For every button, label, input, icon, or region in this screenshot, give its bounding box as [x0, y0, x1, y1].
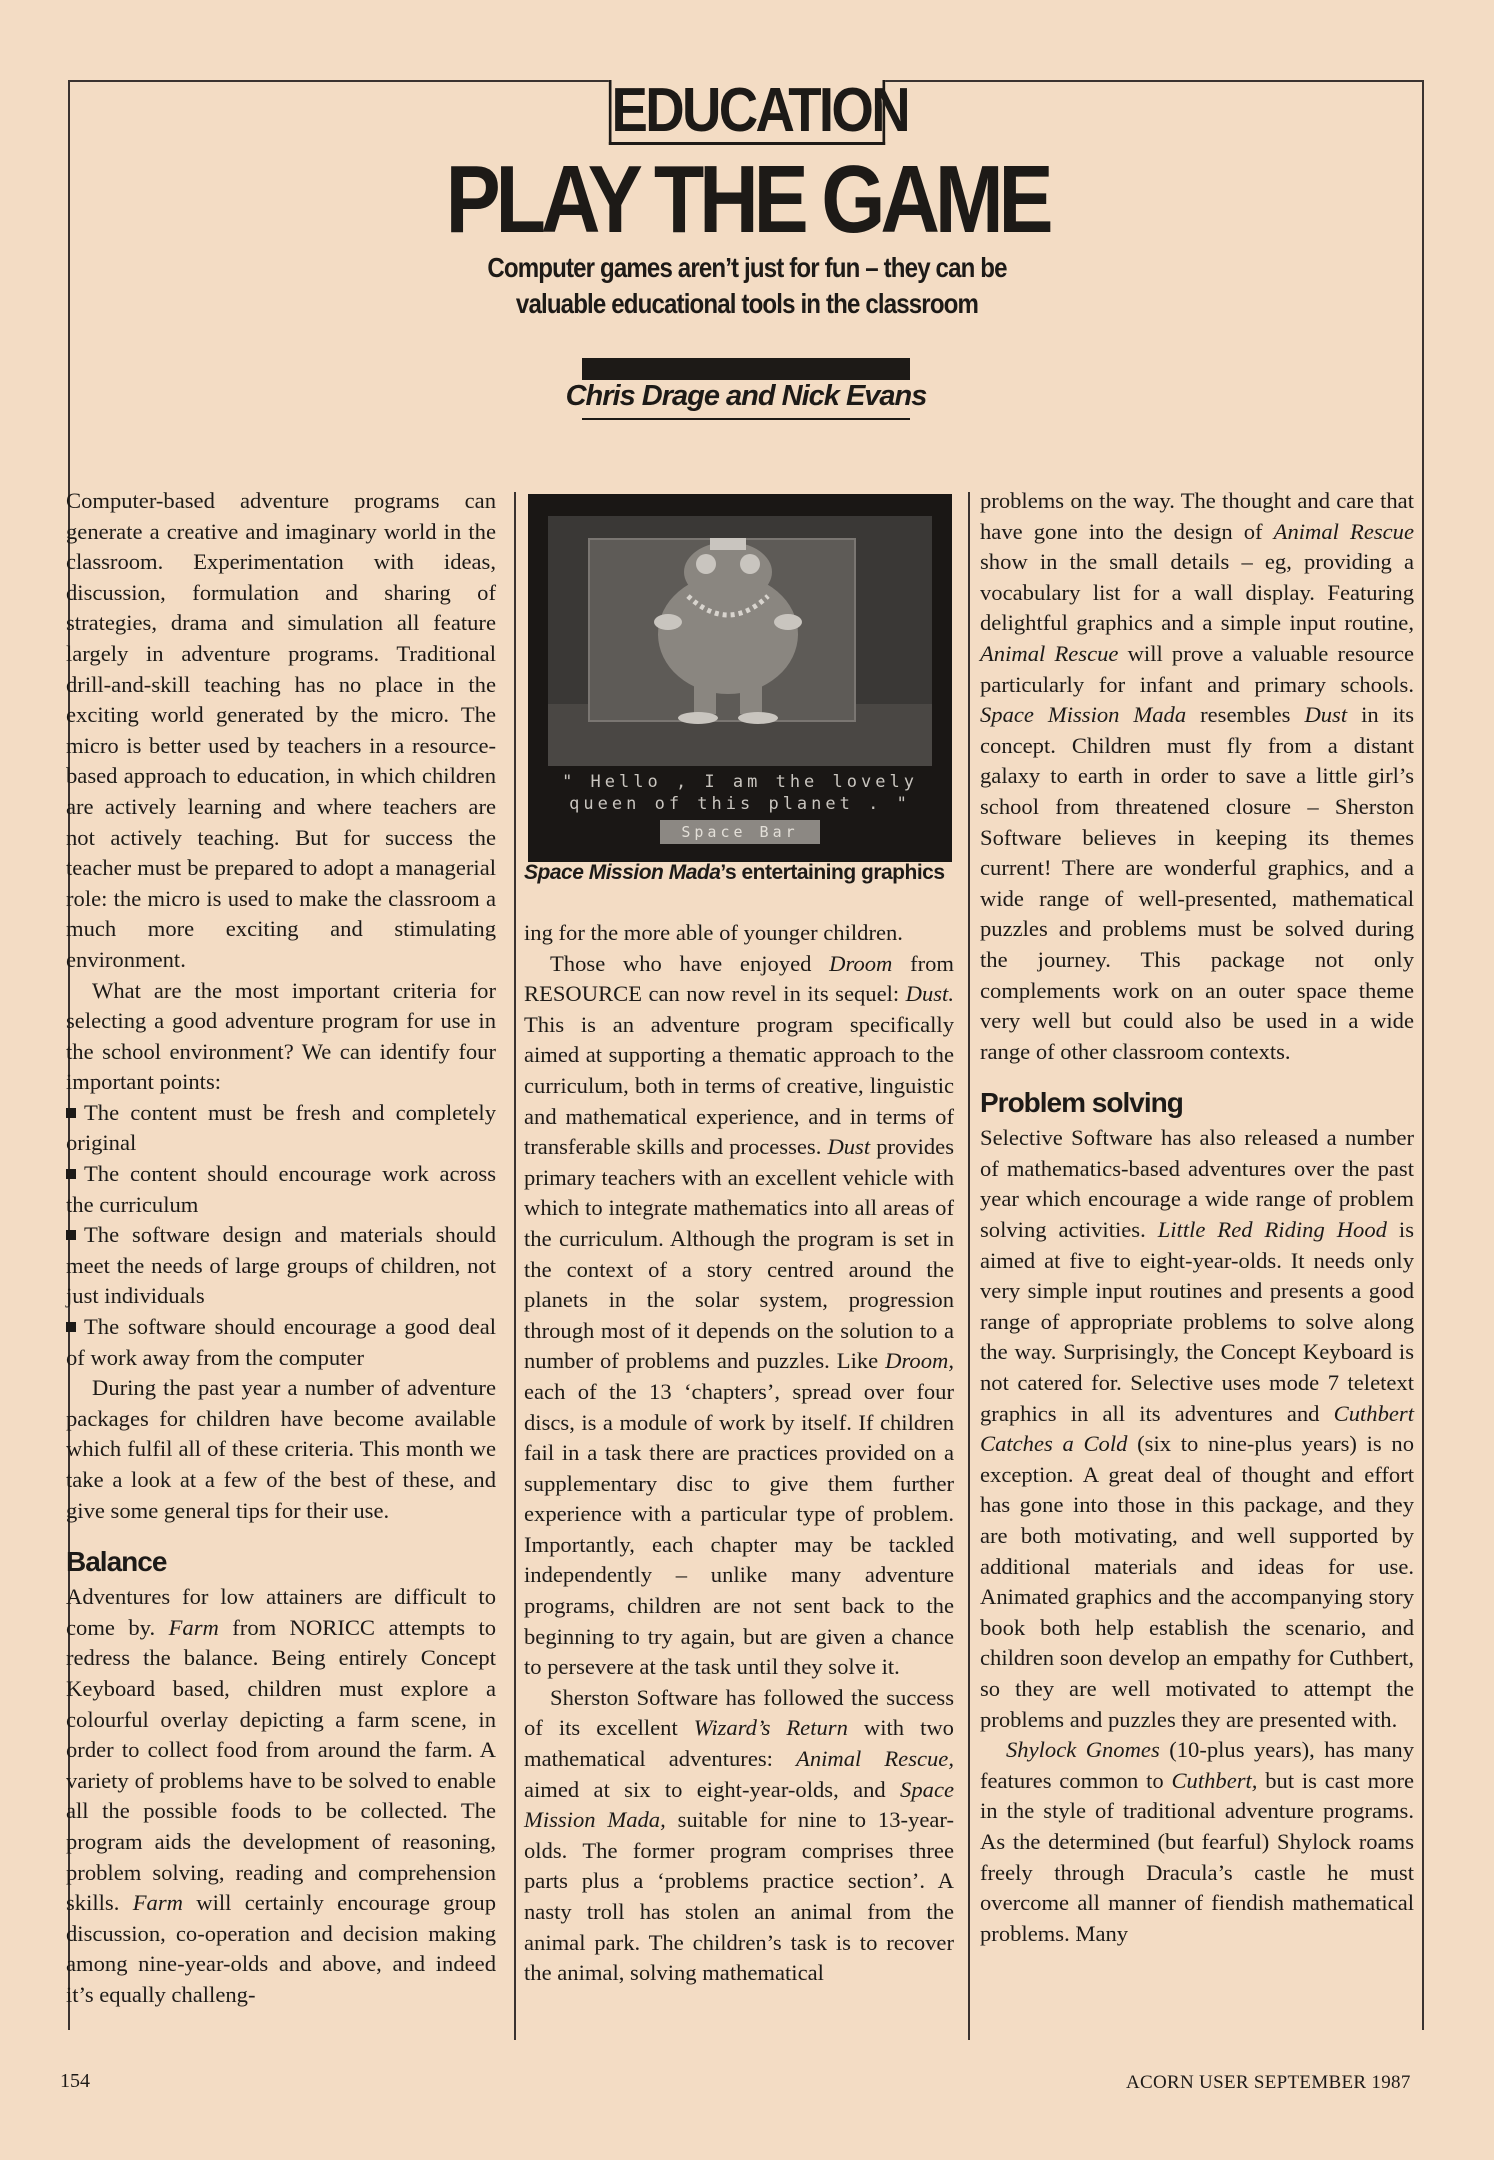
text-run: is aimed at five to eight-year-olds. It needs only very simple input routines and presents a good range of appropriate problems to solve along the way. Surprisingly, the Concept Keyboard is not catered for. Selective uses mode 7 teletext graphics in all its adventures and	[980, 1217, 1414, 1426]
text-run: Those who have enjoyed	[550, 950, 812, 976]
bullet-icon	[66, 1108, 76, 1118]
title-italic: Droom,	[885, 1348, 954, 1374]
paragraph	[980, 1123, 1414, 1735]
magazine-issue: ACORN USER SEPTEMBER 1987	[1126, 2072, 1411, 2093]
title-italic: Animal Rescue	[980, 640, 1119, 666]
bullet-icon	[66, 1169, 76, 1179]
space-bar-prompt: Space Bar	[660, 820, 820, 844]
page-number: 154	[60, 2070, 90, 2092]
paragraph: During the past year a number of adventure packages for children have become available which fulfil all of these criteria. This month we take a look at a few of the best of these, and give some general tips for their use.	[66, 1375, 496, 1523]
text-run: This is an adventure program specifically aimed at supporting a thematic approach to the curriculum, both in terms of creative, linguistic and mathematical experience, and in terms of transferable skills and processes.	[524, 1011, 954, 1160]
standfirst-line-1: Computer games aren’t just for fun – they can be	[487, 252, 1007, 283]
text-run: but is cast more in the style of traditional adventure programs. As the determined (but fearful) Shylock roams freely through Dracula’s castle he must overcome all manner of fiendish mathematical problems. Many	[980, 1767, 1415, 1946]
text-run: will certainly encourage group discussion, co-operation and decision making among nine-year-olds and above, and indeed it’s equally challeng-	[66, 1890, 496, 2007]
text-run: each of the 13 ‘chapters’, spread over four discs, is a module of work by itself. If children fail in a task there are practices provided on a supplementary disc to give them further experience with a particular type of problem. Importantly, each chapter may be tackled independently – unlike many adventure programs, children are not sent back to the beginning to try again, but are given a chance to persevere at the task until they solve it.	[524, 1378, 954, 1680]
section-tag: EDUCATION	[609, 80, 885, 145]
title-italic: Animal Rescue,	[796, 1746, 954, 1772]
byline-bar	[582, 358, 910, 380]
title-italic: Dust.	[905, 981, 954, 1007]
text-run: problems on the way. The thought and care that have gone into the design of	[980, 488, 1414, 544]
title-italic: Wizard’s Return	[693, 1715, 848, 1741]
title-italic: Farm	[132, 1890, 183, 1916]
title-italic: Cuthbert Catches a Cold	[980, 1400, 1414, 1457]
title-italic: Little Red Riding Hood	[1157, 1217, 1387, 1243]
bullet-item	[66, 1098, 496, 1159]
text-run: provides primary teachers with an excellent vehicle with which to integrate mathematics into all areas of the curriculum. Although the program is set in the context of a story centred around the planets in the solar system, progression through most of it depends on the solution to a number of problems and puzzles. Like	[524, 1134, 954, 1374]
paragraph	[66, 1582, 496, 2010]
paragraph	[524, 949, 954, 1683]
text-run: with two mathematical adventures:	[524, 1715, 954, 1772]
subheading-problem-solving: Problem solving	[980, 1087, 1183, 1119]
title-italic: Space Mission Mada,	[524, 1776, 954, 1833]
title-italic: Dust	[827, 1134, 871, 1160]
column-rule-2	[968, 492, 970, 2040]
column-3	[980, 486, 1414, 1949]
bullet-text: The content must be fresh and completely original	[66, 1099, 496, 1156]
text-run: (six to nine-plus years) is no exception. A great deal of thought and effort has gone into those in this package, and they are both motivating, and well supported by additional materials and ideas for use. Animated graphics and the accompanying story book both help establish the scenario, and children soon develop an empathy for Cuthbert, so they are well motivated to attempt the problems and puzzles they are presented with.	[980, 1431, 1415, 1732]
text-run: from NORICC attempts to redress the balance. Being entirely Concept Keyboard based, children must explore a colourful overlay depicting a farm scene, in order to collect food from around the farm. A variety of problems have to be solved to enable all the possible foods to be collected. The program aids the development of reasoning, problem solving, reading and comprehension skills.	[66, 1614, 497, 1916]
standfirst-line-2: valuable educational tools in the classroom	[515, 288, 979, 319]
bullet-item	[66, 1220, 496, 1312]
text-run: (10-plus years), has many features common to	[980, 1737, 1414, 1793]
text-run: will prove a valuable resource particularly for infant and primary schools.	[980, 640, 1414, 697]
paragraph	[524, 1683, 954, 1989]
byline-rule	[582, 418, 910, 420]
text-run: aimed at six to eight-year-olds, and	[524, 1776, 886, 1802]
column-rule-1	[514, 492, 516, 2040]
paragraph: What are the most important criteria for selecting a good adventure program for use in the school environment? We can identify four important points:	[66, 977, 496, 1095]
bullet-item	[66, 1159, 496, 1220]
text-run: resembles	[1200, 702, 1291, 728]
text-run: from RESOURCE can now revel in its sequel:	[524, 950, 954, 1007]
text-run: in its concept. Children must fly from a distant galaxy to earth in order to save a little girl’s school from threatened closure – Sherston Software believes in keeping its themes current! There are wonderful graphics, and a wide range of well-presented, mathematical puzzles and problems must be solved during the journey. This package not only complements work on an outer space theme very well but could also be used in a wide range of other classroom contexts.	[980, 702, 1414, 1064]
screen-text-line-2: queen of this planet . "	[569, 794, 911, 814]
subheading-balance: Balance	[66, 1546, 167, 1578]
screen-text-line-1: " Hello , I am the lovely	[562, 772, 918, 792]
caption-title: Space Mission Mada	[524, 861, 721, 884]
figure-caption	[524, 858, 964, 888]
title-italic: Animal Rescue	[1273, 518, 1415, 544]
bullet-text: The software design and materials should meet the needs of large groups of children, not just individuals	[66, 1222, 496, 1309]
caption-text: ’s entertaining graphics	[720, 861, 945, 884]
paragraph	[980, 486, 1414, 1067]
text-run: Adventures for low attainers are difficult to come by.	[66, 1584, 496, 1640]
text-run: suitable for nine to 13-year-olds. The former program comprises three parts plus a ‘problems practice section’. A nasty troll has stolen an animal from the animal park. The children’s task is to recover the animal, solving mathematical	[524, 1807, 954, 1986]
title-italic: Space Mission Mada	[980, 702, 1187, 728]
title-italic: Droom	[829, 950, 893, 976]
bullet-text: The software should encourage a good deal of work away from the computer	[66, 1314, 496, 1370]
title-italic: Shylock Gnomes	[1006, 1737, 1160, 1763]
frame-right-rule	[1422, 80, 1424, 2030]
bullet-icon	[66, 1322, 76, 1332]
title-italic: Farm	[168, 1614, 219, 1640]
bullet-text: The content should encourage work across the curriculum	[66, 1161, 496, 1217]
paragraph: ing for the more able of younger children.	[524, 920, 903, 945]
bullet-icon	[66, 1230, 76, 1240]
column-2	[524, 918, 954, 1989]
paragraph	[980, 1735, 1414, 1949]
frog-queen-graphic	[648, 534, 808, 724]
byline: Chris Drage and Nick Evans	[565, 380, 927, 412]
headline: PLAY THE GAME	[445, 146, 1049, 253]
title-italic: Dust	[1304, 702, 1348, 728]
title-italic: Cuthbert,	[1171, 1767, 1258, 1793]
standfirst	[105, 250, 1390, 322]
game-screenshot	[528, 494, 952, 862]
paragraph: Computer-based adventure programs can generate a creative and imaginary world in the classroom. Experimentation with ideas, discussion, formulation and sharing of strategies, drama and simulation all feature largely in adventure programs. Traditional drill-and-skill teaching has no place in the exciting world generated by the micro. The micro is better used by teachers in a resource-based approach to education, in which children are actively learning and where teachers are not actively teaching. But for success the teacher must be prepared to adopt a managerial role: the micro is used to make the classroom a much more exciting and stimulating environment.	[66, 488, 496, 972]
column-1	[66, 486, 496, 2011]
bullet-item	[66, 1312, 496, 1373]
text-run: Selective Software has also released a number of mathematics-based adventures over the past year which encourage a wide range of problem solving activities.	[980, 1125, 1414, 1243]
text-run: Sherston Software has followed the success of its excellent	[524, 1684, 954, 1741]
text-run: show in the small details – eg, providing a vocabulary list for a wall display. Featuring delightful graphics and a simple input routine,	[980, 549, 1414, 636]
